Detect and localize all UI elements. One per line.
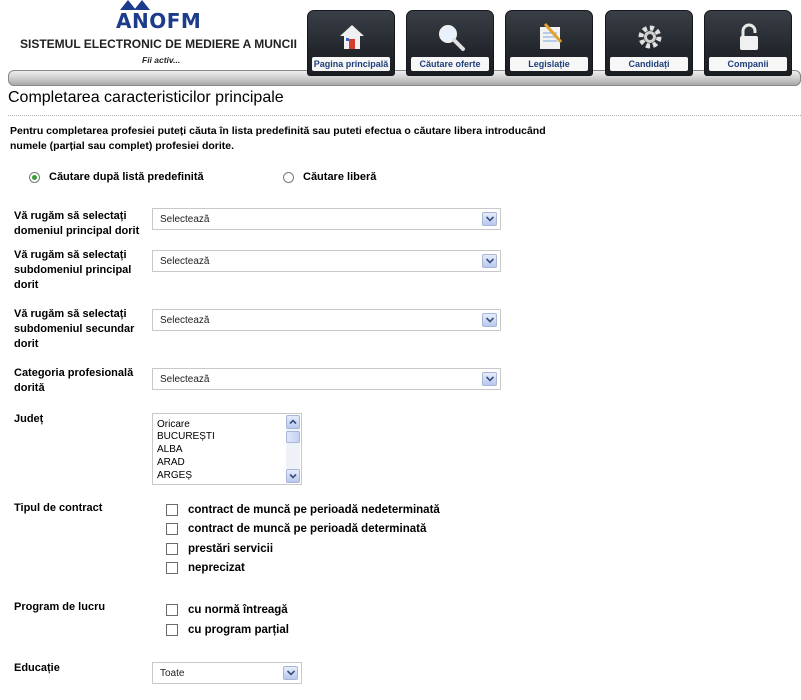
checkbox[interactable] (166, 604, 178, 616)
gear-icon (635, 22, 665, 52)
domain-label: Vă rugăm să selectați domeniul principal dorit (14, 210, 140, 237)
radio-free-search-label: Căutare liberă (303, 171, 377, 183)
divider (8, 115, 801, 116)
radio-free-search-button[interactable] (283, 172, 294, 183)
checkbox[interactable] (166, 504, 178, 516)
education-label: Educație (14, 662, 60, 674)
chevron-down-icon[interactable] (482, 254, 497, 268)
checkbox-label: contract de muncă pe perioadă determinată (188, 523, 427, 535)
document-pencil-icon (535, 22, 565, 52)
tab-search-offers[interactable] (406, 10, 494, 76)
scroll-thumb[interactable] (286, 431, 300, 443)
checkbox-label: neprecizat (188, 562, 245, 574)
county-option[interactable]: Oricare (157, 419, 190, 430)
county-option[interactable]: BUCUREȘTI (157, 431, 215, 442)
county-label: Județ (14, 413, 44, 425)
tab-home-label: Pagina principală (313, 59, 389, 69)
county-scrollbar[interactable] (286, 415, 300, 483)
contract-option[interactable] (166, 543, 273, 555)
checkbox[interactable] (166, 624, 178, 636)
radio-free-search[interactable] (283, 171, 376, 183)
checkbox[interactable] (166, 523, 178, 535)
checkbox-label: contract de muncă pe perioadă nedeterminată (188, 504, 440, 516)
search-icon (436, 22, 466, 52)
checkbox-label: prestări servicii (188, 543, 274, 555)
schedule-option[interactable] (166, 604, 288, 616)
checkbox[interactable] (166, 562, 178, 574)
contract-option[interactable] (166, 523, 426, 535)
category-label: Categoria profesională dorită (14, 367, 134, 394)
secondary-subdomain-label: Vă rugăm să selectați subdomeniul secundar dorit (14, 308, 135, 350)
intro-text: Pentru completarea profesiei puteți căuta în lista predefinită sau puteti efectua o căutare libera introducând numele (parțial sau complet) profesiei dorite. (10, 125, 546, 152)
subdomain-label: Vă rugăm să selectați subdomeniul principal dorit (14, 249, 132, 291)
schedule-option[interactable] (166, 624, 289, 636)
brand-logo-text: ANOFM (116, 9, 202, 33)
radio-predefined-list[interactable] (29, 171, 204, 183)
contract-option[interactable] (166, 562, 245, 574)
county-option[interactable]: ARAD (157, 457, 185, 468)
chevron-down-icon[interactable] (482, 313, 497, 327)
education-select[interactable] (152, 662, 302, 684)
radio-predefined-list-button[interactable] (29, 172, 40, 183)
domain-select[interactable] (152, 208, 501, 230)
tagline: Fii activ... (142, 55, 181, 65)
county-listbox[interactable] (152, 413, 302, 485)
tab-legislation[interactable] (505, 10, 593, 76)
schedule-label: Program de lucru (14, 601, 106, 613)
category-select[interactable] (152, 368, 501, 390)
home-icon (337, 22, 367, 52)
domain-select-value: Selectează (160, 214, 210, 225)
tab-companies[interactable] (704, 10, 792, 76)
tab-home[interactable] (307, 10, 395, 76)
chevron-down-icon[interactable] (482, 212, 497, 226)
tab-legislation-label: Legislație (510, 57, 588, 71)
chevron-down-icon[interactable] (283, 666, 298, 680)
checkbox-label: cu program parțial (188, 624, 289, 636)
tab-search-offers-label: Căutare oferte (411, 57, 489, 71)
subdomain-select-value: Selectează (160, 256, 210, 267)
chevron-down-icon[interactable] (482, 372, 497, 386)
tab-candidates-label: Candidați (610, 57, 688, 71)
scroll-down-icon[interactable] (286, 469, 300, 483)
county-option[interactable]: ALBA (157, 444, 183, 455)
secondary-subdomain-select-value: Selectează (160, 315, 210, 326)
secondary-subdomain-select[interactable] (152, 309, 501, 331)
category-select-value: Selectează (160, 374, 210, 385)
scroll-up-icon[interactable] (286, 415, 300, 429)
page-title: Completarea caracteristicilor principale (8, 89, 284, 106)
checkbox-label: cu normă întreagă (188, 604, 288, 616)
lock-icon (734, 22, 764, 52)
contract-option[interactable] (166, 504, 440, 516)
contract-label: Tipul de contract (14, 502, 103, 514)
tab-candidates[interactable] (605, 10, 693, 76)
tab-companies-label: Companii (709, 57, 787, 71)
county-option[interactable]: ARGEȘ (157, 470, 193, 481)
radio-predefined-list-label: Căutare după listă predefinită (49, 171, 204, 183)
system-title: SISTEMUL ELECTRONIC DE MEDIERE A MUNCII (20, 37, 297, 51)
education-select-value: Toate (160, 668, 185, 679)
checkbox[interactable] (166, 543, 178, 555)
subdomain-select[interactable] (152, 250, 501, 272)
